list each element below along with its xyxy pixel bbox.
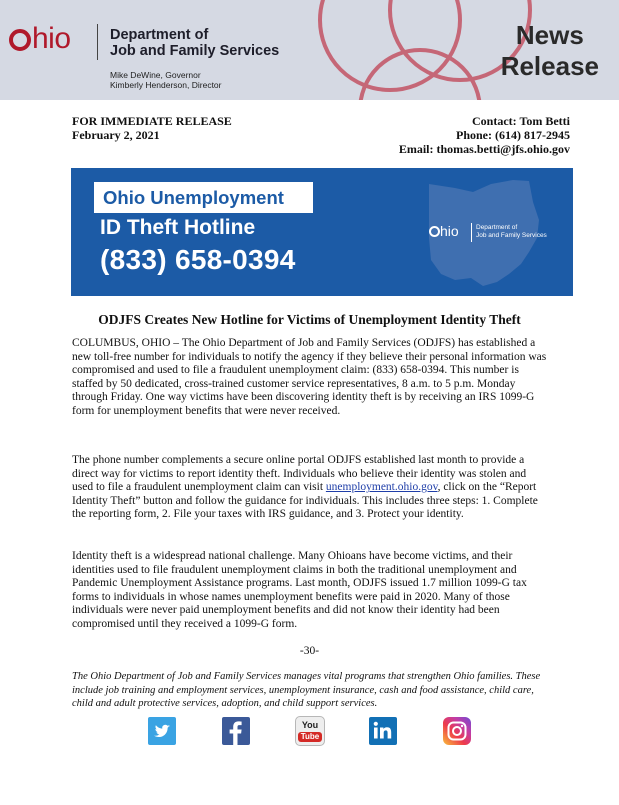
banner-logo-dept-line-1: Department of bbox=[476, 224, 518, 231]
officials bbox=[110, 70, 221, 90]
contact-name: Contact: Tom Betti bbox=[472, 114, 570, 128]
agency-boilerplate: The Ohio Department of Job and Family Services manages vital programs that strengthen Ohio families. These include job training and employment services, unemployment insurance, cash and food assistance, child care, child and adult protective services, adoption, and child support services. bbox=[72, 671, 541, 709]
contact-email: Email: thomas.betti@jfs.ohio.gov bbox=[398, 142, 570, 156]
hotline-phone: (833) 658-0394 bbox=[100, 244, 296, 275]
paragraph-2-intro: The phone number complements a secure online portal ODJFS established last month to provide a direct way for victims to report identity theft. Individuals who believe their identity was stolen and used to file a fraudulent unemployment claim can visit bbox=[72, 454, 527, 494]
article-paragraph-1: COLUMBUS, OHIO – The Ohio Department of Job and Family Services (ODJFS) has established a new toll-free number for individuals to notify the agency if they believe their personal information was compromised and used to file a fraudulent unemployment claim: (833) 658-0394. This number is staffed by 50 dedicated, cross-trained customer service representatives, 8 a.m. to 5 p.m. Monday through Friday. One way victims have been discovering identity theft is by receiving an IRS 1099-G form for unemployment benefits that were never received. bbox=[72, 337, 547, 417]
contact-info bbox=[399, 114, 570, 156]
release-info bbox=[72, 114, 232, 142]
contact-phone: Phone: (614) 817-2945 bbox=[456, 128, 570, 142]
release-word: Release bbox=[500, 51, 599, 81]
article-paragraph-3: Identity theft is a widespread national challenge. Many Ohioans have become victims, and their identities used to file fraudulent unemployment claims in both the traditional unemployment and Pandemic Unemployment Assistance programs. Last month, ODJFS issued 1.7 million 1099-G tax forms to individuals in whose names unemployment benefits were paid in 2020. Many of those individuals were never paid unemployment benefits and did not know their identity had been compromised until they received a 1099-G form. bbox=[72, 550, 527, 630]
linkedin-icon[interactable] bbox=[369, 717, 397, 745]
instagram-camera-glyph bbox=[443, 717, 471, 745]
article-paragraph-2 bbox=[72, 454, 550, 522]
director-name: Kimberly Henderson, Director bbox=[110, 80, 222, 90]
facebook-f-glyph bbox=[222, 717, 250, 745]
banner-logo-department bbox=[476, 224, 547, 240]
ohio-logo: hio bbox=[9, 22, 71, 56]
youtube-tube: Tube bbox=[298, 732, 322, 742]
youtube-icon[interactable] bbox=[295, 716, 325, 746]
banner-logo-dept-line-2: Job and Family Services bbox=[476, 232, 547, 239]
youtube-you: You bbox=[301, 720, 319, 730]
instagram-icon[interactable] bbox=[443, 717, 471, 745]
facebook-icon[interactable] bbox=[222, 717, 250, 745]
release-label: FOR IMMEDIATE RELEASE bbox=[72, 114, 232, 128]
article-headline: ODJFS Creates New Hotline for Victims of Unemployment Identity Theft bbox=[98, 312, 521, 327]
banner-tag: Ohio Unemployment bbox=[94, 182, 313, 213]
letterhead bbox=[0, 0, 619, 100]
department-line-2: Job and Family Services bbox=[110, 43, 280, 59]
governor-name: Mike DeWine, Governor bbox=[110, 70, 201, 80]
unemployment-site-link[interactable]: unemployment.ohio.gov bbox=[325, 481, 438, 494]
news-word: News bbox=[515, 20, 584, 50]
end-mark: -30- bbox=[299, 645, 320, 657]
department-name bbox=[110, 27, 279, 59]
banner-logo-divider bbox=[471, 223, 472, 242]
logo-divider bbox=[97, 24, 98, 60]
department-line-1: Department of bbox=[110, 27, 209, 43]
paragraph-2-rest: , click on the “Report Identity Theft” button and follow the guidance for individuals. This includes three steps: 1. Complete the reporting form, 2. File your taxes with IRS guidance, and 3. Protect your identity. bbox=[72, 481, 538, 521]
news-release-title bbox=[501, 20, 599, 82]
banner-subtitle: ID Theft Hotline bbox=[100, 216, 256, 239]
twitter-bird-glyph bbox=[148, 717, 176, 745]
linkedin-in-glyph bbox=[369, 717, 397, 745]
hotline-banner bbox=[71, 168, 573, 296]
twitter-icon[interactable] bbox=[148, 717, 176, 745]
banner-ohio-wordmark: hio bbox=[429, 223, 459, 239]
release-date: February 2, 2021 bbox=[72, 128, 160, 142]
